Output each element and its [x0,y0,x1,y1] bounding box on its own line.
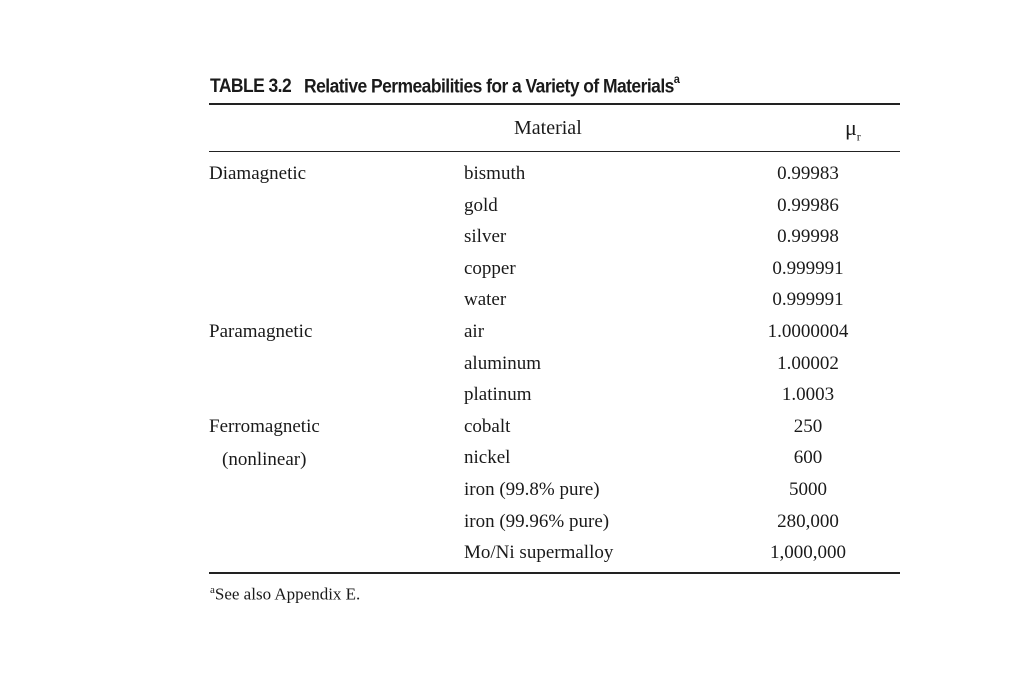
table-row [209,411,900,442]
material-name: iron (99.96% pure) [464,510,610,532]
material-name: aluminum [464,352,542,374]
table-row [209,506,900,537]
table-row [209,253,900,284]
table-row [209,537,900,568]
ferromagnetic-note: (nonlinear) [222,449,307,470]
table-footnote [210,584,360,605]
material-name: iron (99.8% pure) [464,479,600,500]
table-row [209,190,900,221]
permeability-value: 1,000,000 [770,542,846,564]
table-row [209,474,900,505]
header-relative-permeability [845,116,861,148]
permeability-value: 280,000 [777,510,839,532]
table-bottom-rule [209,572,900,574]
material-name: bismuth [464,163,526,184]
permeability-value: 0.99986 [777,194,839,216]
table-row [209,442,900,473]
permeability-value: 0.99983 [777,163,839,184]
table-title: Relative Permeabilities for a Variety of Materials [304,76,674,98]
material-class: Ferromagnetic [209,415,320,437]
mu-symbol: μ [845,115,857,140]
permeability-value: 0.999991 [772,289,844,311]
permeability-value: 600 [793,447,823,469]
mu-subscript: r [856,129,861,144]
material-class: Paramagnetic [209,321,313,342]
footnote-text: See also Appendix E. [214,584,361,604]
material-name: platinum [464,384,532,406]
table-row [209,316,900,347]
material-name: nickel [464,447,511,469]
table-row [209,158,900,189]
title-footnote-mark: a [673,72,680,86]
table-row [209,348,900,379]
table-caption [210,74,679,98]
table-row [209,284,900,315]
footnote-mark: a [210,584,215,596]
material-name: copper [464,257,516,279]
material-name: gold [464,194,498,216]
material-name: Mo/Ni supermalloy [464,542,614,564]
table-header-rule [209,151,900,152]
permeability-value: 0.99998 [777,226,839,248]
permeability-value: 1.0003 [781,384,835,406]
material-name: air [464,321,485,342]
table-row [209,379,900,410]
permeability-value: 1.00002 [777,352,839,374]
header-material: Material [514,117,582,139]
permeability-value: 5000 [789,479,827,500]
permeability-value: 250 [793,415,823,437]
permeability-value: 0.999991 [772,257,844,279]
material-name: water [464,289,507,311]
table-top-rule [209,103,900,105]
material-name: silver [464,226,507,248]
material-name: cobalt [464,415,511,437]
material-class: Diamagnetic [209,163,307,184]
permeability-value: 1.0000004 [767,321,849,342]
table-row [209,221,900,252]
table-number: TABLE 3.2 [210,76,292,98]
